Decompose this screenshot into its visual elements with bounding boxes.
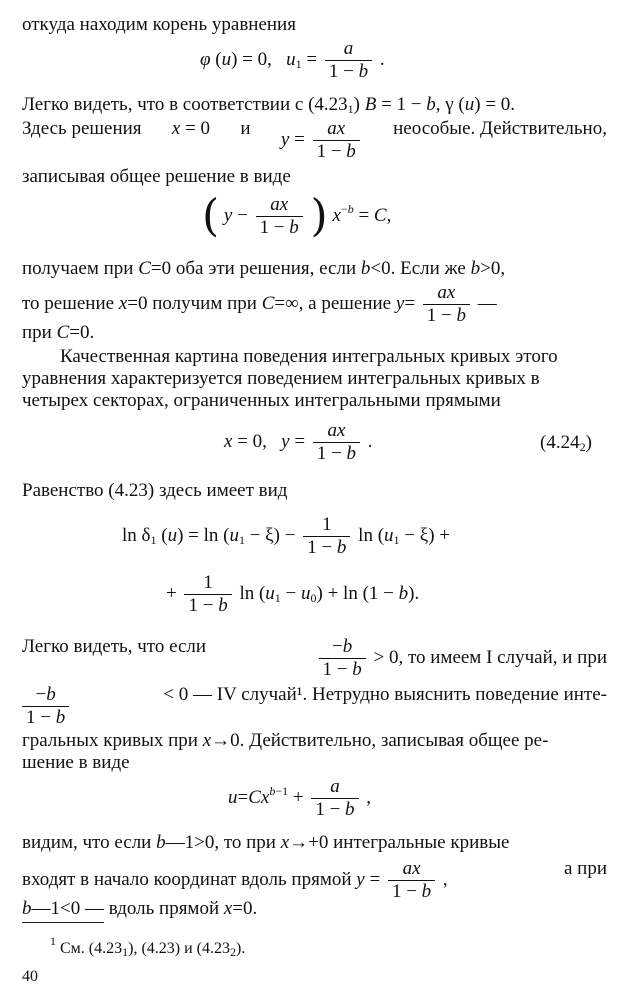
text-line-15: шение в виде (22, 752, 130, 773)
text-line-1: откуда находим корень уравнения (22, 14, 296, 35)
fraction: $\frac{1}{1 - b}$ (184, 572, 231, 617)
fraction: $\frac{-b}{1 - b}$ (22, 684, 69, 729)
fraction: $\frac{ax}{1 - b}$ (313, 118, 360, 163)
text-line-7: при C=0. (22, 322, 95, 343)
equation-ln-delta-1: $\ln \delta_1$ $(u) = \ln (u_1 - \xi)$ − $\frac{1}{1 - b}$ $\ln (u_1 - \xi)$ + (122, 514, 451, 558)
text-line-10: четырех секторах, ограниченных интегральными прямыми (22, 390, 501, 411)
equation-general-solution: ( y − $\frac{ax}{1 - b}$ ) $x^{-b} = C$, (202, 190, 392, 242)
text-line-16: видим, что если b—1>0, то при x→+0 интегральные кривые (22, 832, 510, 853)
fraction: $\frac{ax}{1 - b}$ (256, 194, 303, 239)
fraction: $\frac{1}{1 - b}$ (303, 514, 350, 559)
text-line-13: $\frac{-b}{1 - b}$ < 0 — IV случай¹. Нетрудно выяснить поведение инте- (22, 684, 607, 729)
footnote-rule (22, 922, 104, 923)
text-line-18: b—1<0 — вдоль прямой x=0. (22, 898, 258, 919)
fraction: $\frac{a}{1 - b}$ (311, 776, 358, 821)
equation-root: φ (u) = 0, $u_1$ = $\frac{a}{1 - b}$ . (200, 38, 385, 82)
fraction: $\frac{-b}{1 - b}$ (319, 636, 366, 681)
text-line-6: то решение x=0 получим при C=∞, а решение y= $\frac{ax}{1 - b}$ — (22, 282, 497, 326)
text-line-17: входят в начало координат вдоль прямой y = $\frac{ax}{1 - b}$ , а при (22, 858, 607, 902)
text-line-5: получаем при C=0 оба эти решения, если b<0. Если же b>0, (22, 258, 506, 279)
text-line-3: Здесь решения x = 0 и y = $\frac{ax}{1 - b}$ неособые. Действительно, (22, 118, 607, 162)
fraction: $\frac{ax}{1 - b}$ (313, 420, 360, 465)
fraction: $\frac{ax}{1 - b}$ (423, 282, 470, 327)
text-line-11: Равенство (4.23) здесь имеет вид (22, 480, 288, 501)
text-line-14: гральных кривых при x→0. Действительно, записывая общее ре- (22, 730, 549, 751)
equation-u: $u=Cx^{b-1}$ + $\frac{a}{1 - b}$ , (228, 776, 372, 820)
equation-lines: x = 0, y = $\frac{ax}{1 - b}$ . (224, 420, 373, 464)
text-line-4: записывая общее решение в виде (22, 166, 291, 187)
fraction: $\frac{ax}{1 - b}$ (388, 858, 435, 903)
equation-label: $(4.24_2)$ (540, 432, 592, 454)
text-line-9: уравнения характеризуется поведением интегральных кривых в (22, 368, 540, 389)
page-number: 40 (22, 968, 38, 985)
fraction: $\frac{a}{1 - b}$ (325, 38, 372, 83)
text-line-12: Легко видеть, что если $\frac{-b}{1 - b}$ > 0, то имеем I случай, и при (22, 636, 607, 680)
equation-ln-delta-2: + $\frac{1}{1 - b}$ $\ln (u_1 - u_0) + \ln (1 - b)$. (166, 572, 420, 616)
text-line-2: Легко видеть, что в соответствии с $(4.23_1) B = 1 - b$, γ (u) = 0. (22, 94, 516, 116)
footnote: $^1$ См. $(4.23_1)$, (4.23) и $(4.23_2)$. (50, 934, 246, 959)
text-line-8: Качественная картина поведения интегральных кривых этого (60, 346, 558, 367)
